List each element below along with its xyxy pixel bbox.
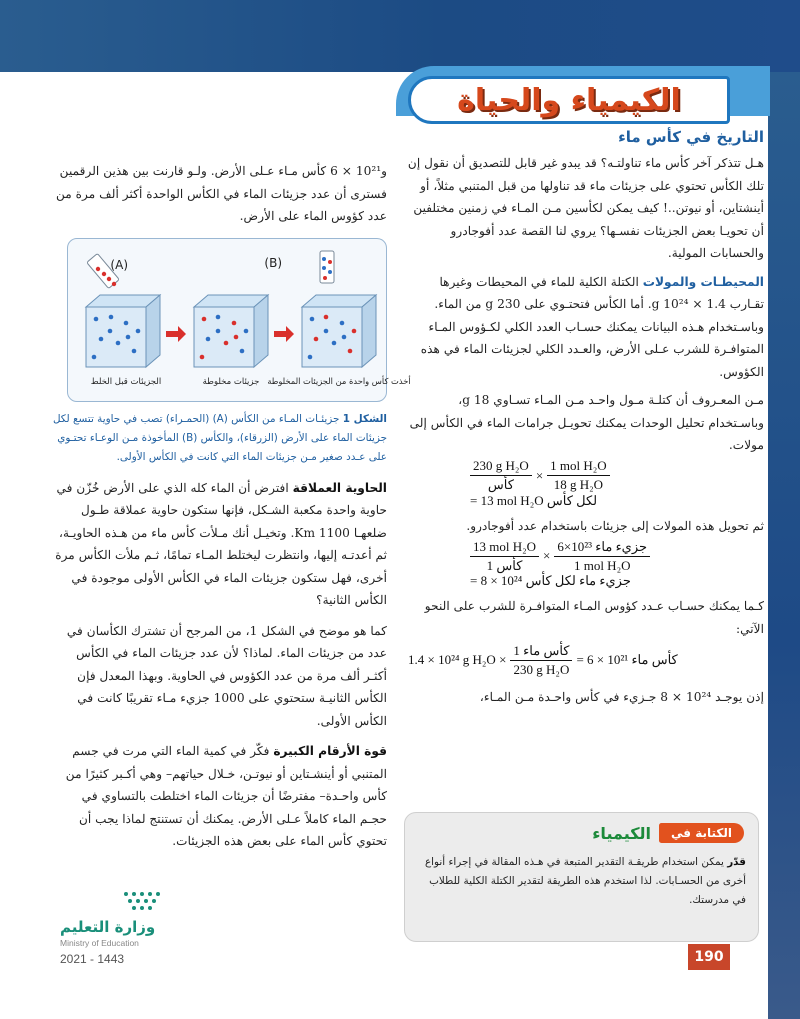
ministry-year: 2021 - 1443 (60, 952, 125, 966)
frac-den: 1 mol H₂O (573, 557, 631, 573)
writing-body: يمكن استخدام طريقـة التقدير المتبعة في هـذه المقالة في إجراء أنواع أخرى من الحسـابات. لذا استخدم هذه الطريقة لتقدير الكتلة الكلية للطلاب في مدرستك. (424, 856, 746, 906)
top-band (0, 0, 800, 72)
frac-den: 230 g H₂O (513, 661, 570, 677)
cube-mixed (194, 295, 268, 367)
paragraph-giant-container (52, 477, 387, 612)
calc-cups-result: = 6 × 10²¹ كأس ماء (576, 652, 678, 667)
inline-heading-big-numbers: قوة الأرقام الكبيرة (273, 744, 387, 758)
mixing-diagram (66, 239, 411, 403)
page-number: 190 (688, 944, 730, 970)
label-cup-a: (A) (110, 257, 128, 272)
writing-lead: قدّر (727, 856, 746, 868)
frac-num: 13 mol H₂O (470, 539, 539, 557)
calc-cups (406, 640, 764, 680)
right-stripe (768, 72, 800, 1019)
arrow-right-icon (274, 326, 294, 342)
figure-caption (52, 410, 387, 467)
section-title: التاريخ في كأس ماء (618, 128, 764, 146)
writing-tag-pill: الكتابة في (659, 823, 744, 843)
frac-den: كأس (487, 477, 514, 492)
arrow-right-icon (166, 326, 186, 342)
ministry-name-ar: وزارة التعليم (60, 918, 156, 936)
paragraph-figure-explanation: كما هو موضح في الشكل 1، من المرجح أن تشترك الكأسان في عدد من جزيئات الماء. لماذا؟ لأن عدد جزيئات الماء في الكأس أكثـر ألف مرة من عدد الكؤوس في الحاوية. وبهذا المعدل فإن الكأس الثانيـة ستحتوي على 1000 جزيء مـاء تقريبًا كانت في الكأس الأولى. (66, 623, 387, 728)
figure-caption-text (52, 410, 387, 467)
fraction-mol-per-cup (470, 539, 539, 574)
cup-b-icon (320, 251, 334, 283)
paragraph-intro: هـل تتذكر آخر كأس ماء تناولتـه؟ قد يبدو غير قابل للتصديق أن نقول إن تلك الكأس تحتوي على جزيئات ماء قد تناولها من قبل المتنبي مثلاً، أو أينشتاين، أو نيوتن..! كيف يمكن لكأسين مـن المـاء في زمنين مختلفين أن تحويـا بعض الجزيئات نفسـها؟ يروي لنا القصة عدد أفوجادرو والحسابات المولية. (407, 156, 764, 260)
paragraph-giant-container-body: افترض أن الماء كله الذي على الأرض خُزّن في حاوية واحدة مكعبة الشـكل، فإنها ستكون حاوية عملاقة طـول ضلعهـا 1100 Km. وتخيـل أنك مـلأت كأس ماء من هـذه الحاويـة، ثم أعدتـه إليها، وانتظرت ليختلط المـاء تمامًا، ثـم ملأت الكأس مرة أخرى، فهل ستكون جزيئات الماء في الكأس الأولى موجودة في الكأس الثانية؟ (55, 480, 387, 607)
ministry-logo (60, 886, 180, 966)
paragraph-big-numbers (52, 740, 387, 853)
fraction-mol-per-gram (547, 458, 610, 493)
frac-num: 1 mol H₂O (547, 458, 610, 476)
fraction-cup-per-gram (510, 643, 572, 678)
figure-caption-body: جزيئـات المـاء من الكأس (A) (الحمـراء) تصب في حاوية تتسع لكل جزيئات الماء على الأرض (الزرقاء)، والكأس (B) المأخوذة مـن الوعـاء تحتـوي على عـدد صغير مـن جزيئات الماء التي كانت في الكأس الأولى. (52, 412, 387, 463)
writing-in-chemistry-box (404, 812, 759, 942)
left-column (52, 160, 411, 853)
caption-sampled: أخذت كأس واحدة من الجزيئات المخلوطة (267, 375, 411, 386)
frac-num: 230 g H₂O (470, 458, 532, 476)
calc-moles-result: = 13 mol H₂O لكل كأس (470, 492, 598, 508)
page-title: الكيمياء والحياة (457, 82, 681, 118)
paragraph-comparison: و10²¹ × 6 كأس مـاء عـلى الأرض. ولـو قارنت بين هذين الرقمين فسترى أن عدد جزيئات الماء في الكأس الواحدة أكثر ألف مرة من عدد كؤوس الماء على الأرض. (55, 164, 387, 223)
ministry-name-en: Ministry of Education (60, 938, 139, 948)
cube-sampled (302, 295, 376, 367)
calc-moles: $\frac{\text{230 g H₂O}}{\text{كأس}}$ × $\frac{\text{1 mol H₂O}}{\text{18 g H₂O}}$ = 13 mol H₂O لكل كأس (406, 461, 764, 511)
inline-heading-container: الحاوية العملاقة (292, 480, 387, 495)
inline-heading-oceans: المحيطـات والمولات (642, 274, 764, 289)
calc-cups-left: 1.4 × 10²⁴ g H₂O × (408, 652, 507, 667)
frac-den: 18 g H₂O (553, 477, 604, 492)
figure-mixing-diagram (67, 238, 411, 402)
calc-molecules: $\frac{\text{13 mol H₂O}}{\text{1 كأس}}$ × $\frac{\text{6×10²³ جزيء ماء}}{\text{1 mol H₂O}}$ = 8 × 10²⁴ جزيء ماء لكل كأس (406, 541, 764, 591)
ministry-emblem-icon (118, 888, 178, 918)
frac-num: 6×10²³ جزيء ماء (554, 539, 650, 557)
fraction-grams-per-cup (470, 458, 532, 493)
paragraph-oceans-body: الكتلة الكلية للماء في المحيطات وغيرها تقـارب 1.4 × 10²⁴ g. أما الكأس فتحتـوي على 230 g من الماء. وباسـتخدام هـذه البيانات يمكنك حسـاب العدد الكلي لكـؤوس المـاء المتوافـرة للشرب عـلى الأرض، والعـدد الكلي لجزيئات الماء في هذه الكؤوس. (420, 274, 764, 379)
paragraph-cups-count: كـما يمكنك حسـاب عـدد كؤوس المـاء المتوافـرة للشرب على النحو الآتي: (424, 599, 764, 636)
label-cup-b: (B) (264, 255, 282, 270)
paragraph-mass-mole: مـن المعـروف أن كتلـة مـول واحـد مـن المـاء تسـاوي 18 g، وباسـتخدام تحليل الوحدات يمكنك تحويـل جرامات الماء في الكأس إلى مولات. (409, 393, 764, 452)
right-column (406, 128, 764, 709)
paragraph-big-numbers-body: فكّر في كمية الماء التي مرت في جسم المتنبي أو أينشـتاين أو نيوتـن، خـلال حياتهم– وهي أكـبر كثيرًا من كأس واحـدة– مفترضًا أن جزيئات الماء اختلطت بالتساوي في حجـم الماء كاملاً عـلى الأرض. يمكنك أن تستنتج لماذا يجب أن تحتوي كأس الماء على بعض هذه الجزيئات. (65, 744, 387, 848)
writing-prompt (416, 853, 746, 910)
frac-num: 1 كأس ماء (510, 643, 572, 661)
figure-caption-label: الشكل 1 (342, 412, 387, 425)
calc-molecules-result: = 8 × 10²⁴ جزيء ماء لكل كأس (470, 573, 631, 588)
paragraph-conclusion-start: إذن يوجـد 10²⁴ × 8 جـزيء في كأس واحـدة مـن المـاء، (479, 690, 764, 704)
caption-before-mixing: الجزيئات قبل الخلط (90, 376, 162, 387)
writing-tag-word: الكيمياء (592, 823, 652, 843)
caption-mixed: جزيئات مخلوطة (202, 376, 260, 387)
paragraph-oceans (406, 271, 764, 384)
paragraph-avogadro: ثم تحويل هذه المولات إلى جزيئات باستخدام عدد أفوجادرو. (466, 518, 764, 533)
frac-den: 1 كأس (486, 557, 523, 573)
header-banner (408, 76, 730, 124)
cube-before-mixing (86, 295, 160, 367)
writing-tag (592, 821, 744, 845)
fraction-molecules-per-mol (554, 539, 650, 574)
